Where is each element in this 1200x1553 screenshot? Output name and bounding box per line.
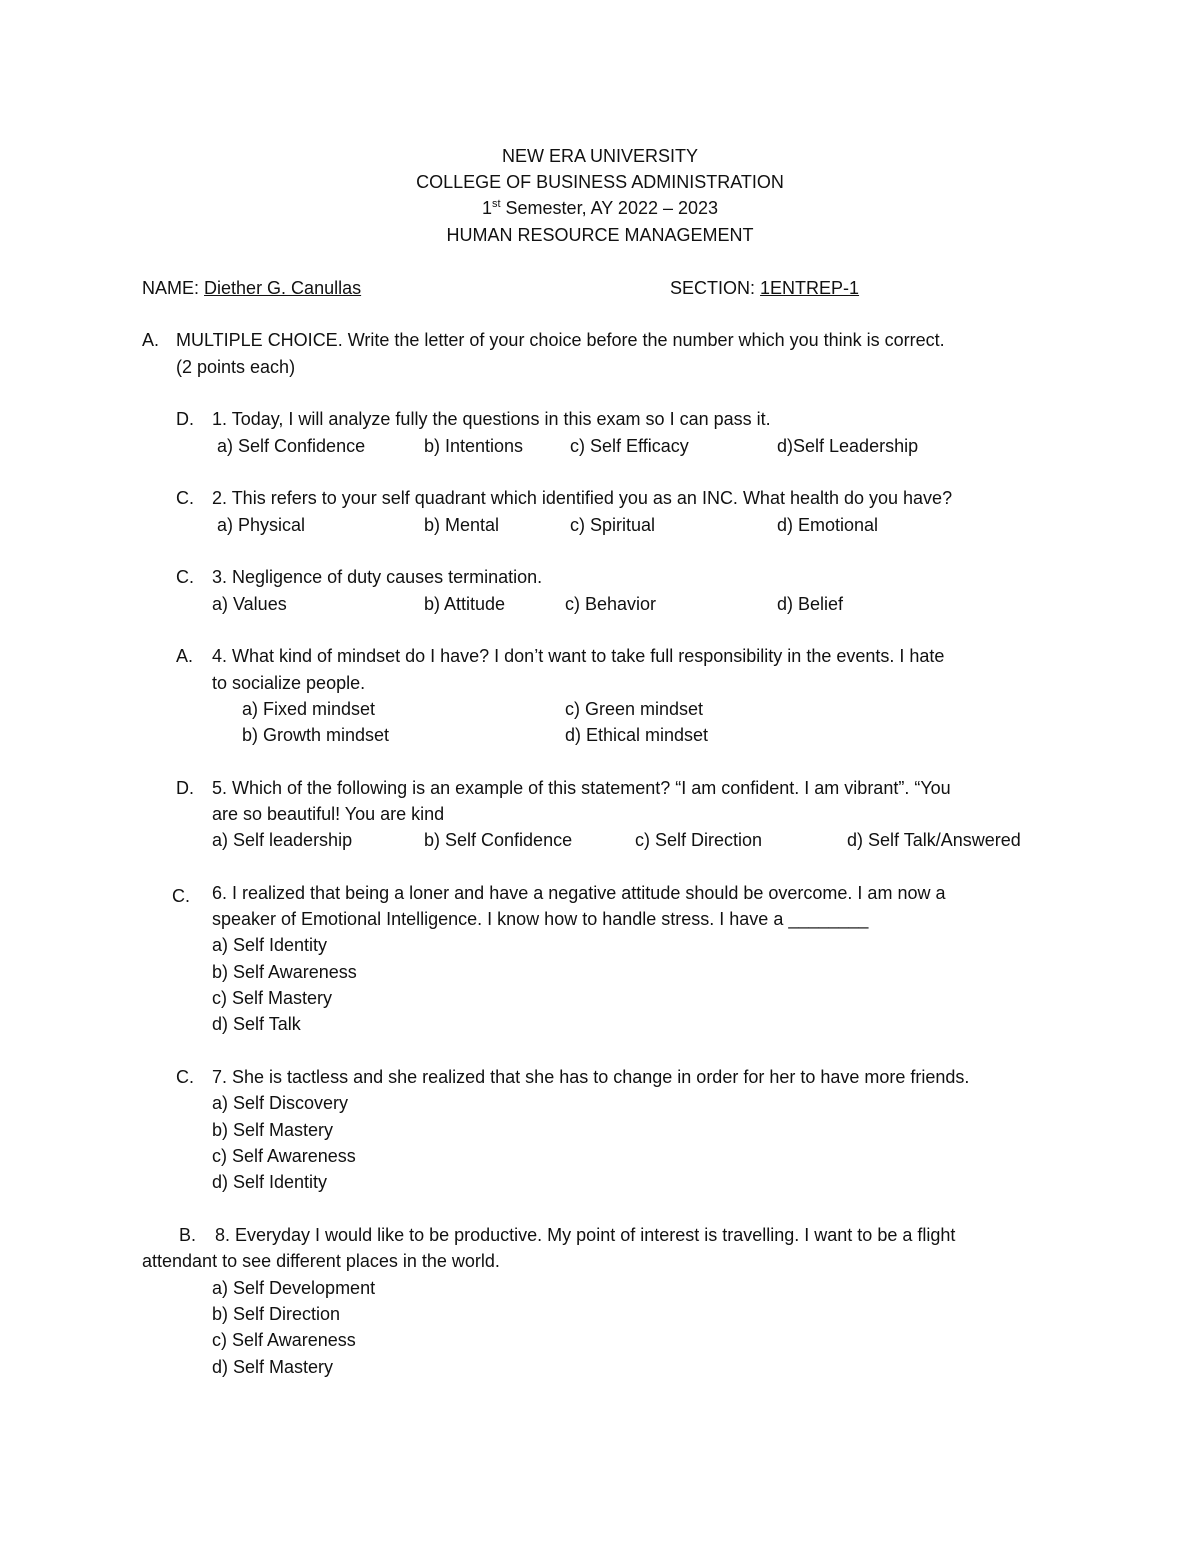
semester-line (0, 196, 1200, 220)
section-a-points: (2 points each) (176, 357, 296, 377)
q5-choice-c: c) Self Direction (635, 830, 763, 850)
q2-choice-c: c) Spiritual (570, 515, 656, 535)
section-a-instruction: MULTIPLE CHOICE. Write the letter of your choice before the number which you think is correct. (176, 330, 945, 350)
name-label: NAME: (142, 278, 200, 298)
q4-choice-a: a) Fixed mindset (242, 699, 376, 719)
q2-choice-d: d) Emotional (777, 515, 879, 535)
q7-answer: C. (176, 1067, 194, 1087)
q1-choice-b: b) Intentions (424, 436, 524, 456)
q2-choice-a: a) Physical (217, 515, 306, 535)
q1-choice-d: d)Self Leadership (777, 436, 919, 456)
subject-title: HUMAN RESOURCE MANAGEMENT (446, 225, 754, 245)
q6-answer: C. (172, 886, 190, 906)
q5-text-line1: 5. Which of the following is an example of this statement? “I am confident. I am vibrant”. “You (212, 778, 951, 798)
q3-choice-b: b) Attitude (424, 594, 506, 614)
q6-choice-c: c) Self Mastery (212, 988, 333, 1008)
q2-answer: C. (176, 488, 194, 508)
q7-choice-c: c) Self Awareness (212, 1146, 356, 1166)
q8-choice-a: a) Self Development (212, 1278, 376, 1298)
q6-choice-a: a) Self Identity (212, 935, 328, 955)
q4-choice-c: c) Green mindset (565, 699, 704, 719)
q3-choice-a: a) Values (212, 594, 287, 614)
q7-choice-b: b) Self Mastery (212, 1120, 334, 1140)
q8-choice-c: c) Self Awareness (212, 1330, 356, 1350)
q6-choice-d: d) Self Talk (212, 1014, 301, 1034)
q1-answer: D. (176, 409, 194, 429)
q4-choice-b: b) Growth mindset (242, 725, 390, 745)
semester-text: Semester, AY 2022 – 2023 (500, 198, 719, 218)
semester-number: 1 (481, 198, 492, 218)
q7-text: 7. She is tactless and she realized that she has to change in order for her to have more friends. (212, 1067, 970, 1087)
q8-choice-b: b) Self Direction (212, 1304, 341, 1324)
q2-choice-b: b) Mental (424, 515, 500, 535)
q1-text: 1. Today, I will analyze fully the questions in this exam so I can pass it. (212, 409, 771, 429)
q2-text: 2. This refers to your self quadrant which identified you as an INC. What health do you have? (212, 488, 953, 508)
q1-choice-c: c) Self Efficacy (570, 436, 689, 456)
q6-text-line2: speaker of Emotional Intelligence. I know how to handle stress. I have a ________ (212, 909, 869, 929)
q3-answer: C. (176, 567, 194, 587)
section-a-letter: A. (142, 330, 160, 350)
section-row (670, 276, 859, 300)
q5-choice-d: d) Self Talk/Answered (847, 830, 1021, 850)
university-title: NEW ERA UNIVERSITY (501, 146, 699, 166)
q7-choice-d: d) Self Identity (212, 1172, 328, 1192)
q5-text-line2: are so beautiful! You are kind (212, 804, 445, 824)
q6-choice-b: b) Self Awareness (212, 962, 357, 982)
q6-text-line1: 6. I realized that being a loner and have a negative attitude should be overcome. I am now a (212, 883, 946, 903)
name-row (142, 276, 361, 300)
q3-text: 3. Negligence of duty causes termination. (212, 567, 543, 587)
q4-answer: A. (176, 646, 194, 666)
q4-choice-d: d) Ethical mindset (565, 725, 709, 745)
semester-suffix: st (491, 198, 501, 210)
q8-answer: B. (179, 1225, 197, 1245)
q8-choice-d: d) Self Mastery (212, 1357, 334, 1377)
q3-choice-c: c) Behavior (565, 594, 657, 614)
q8-text-line2: attendant to see different places in the world. (142, 1251, 500, 1271)
q7-choice-a: a) Self Discovery (212, 1093, 349, 1113)
q1-choice-a: a) Self Confidence (217, 436, 366, 456)
college-title: COLLEGE OF BUSINESS ADMINISTRATION (416, 172, 784, 192)
q5-answer: D. (176, 778, 194, 798)
q5-choice-a: a) Self leadership (212, 830, 353, 850)
q8-text-line1: 8. Everyday I would like to be productive. My point of interest is travelling. I want to be a flight (215, 1225, 956, 1245)
section-label: SECTION: (670, 278, 756, 298)
name-value: Diether G. Canullas (204, 278, 362, 298)
q3-choice-d: d) Belief (777, 594, 844, 614)
q4-text-line2: to socialize people. (212, 673, 366, 693)
section-value: 1ENTREP-1 (760, 278, 860, 298)
q4-text-line1: 4. What kind of mindset do I have? I don’t want to take full responsibility in the events. I hate (212, 646, 945, 666)
q5-choice-b: b) Self Confidence (424, 830, 573, 850)
